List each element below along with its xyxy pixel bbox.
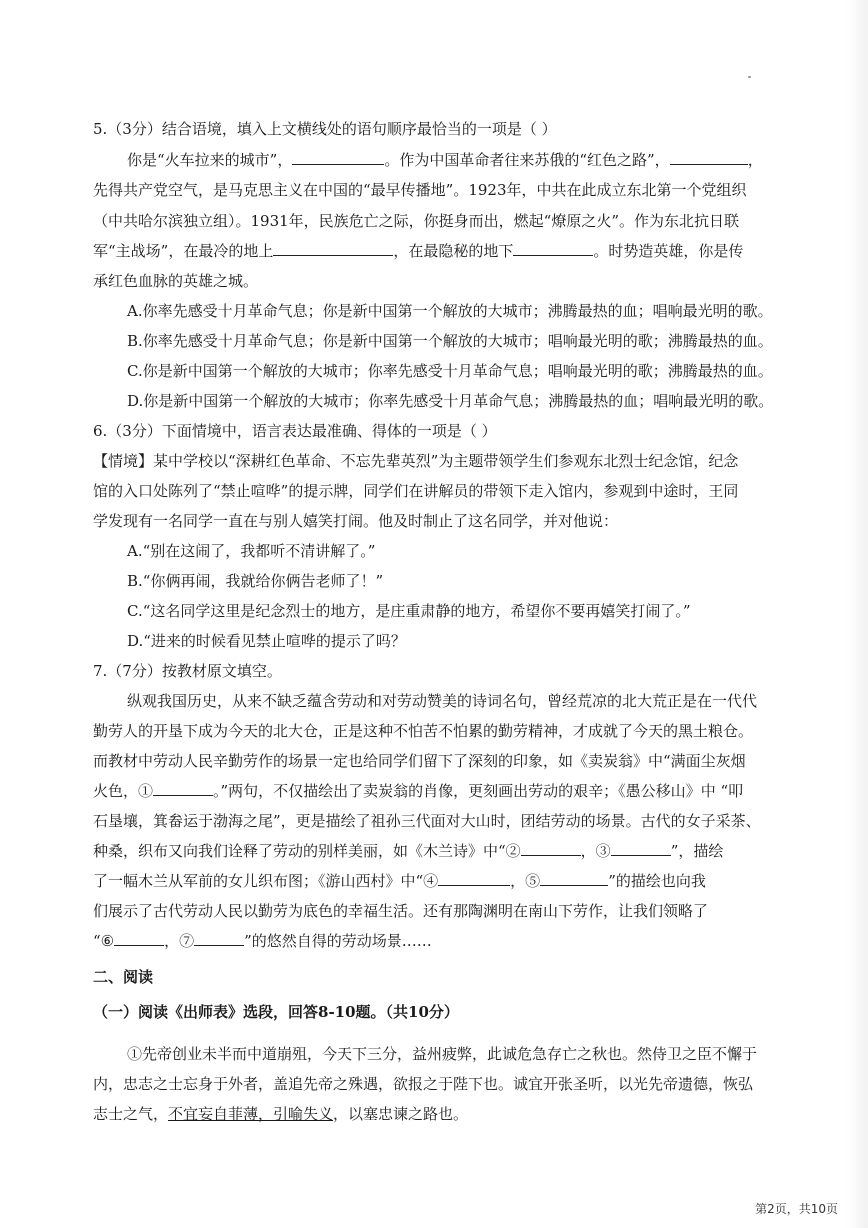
q5-passage-line-1: 你是“火车拉来的城市”， 。作为中国革命者往来苏俄的“红色之路”， ，: [127, 151, 763, 169]
q6-scenario-line-2: 馆的入口处陈列了“禁止喧哗”的提示牌，同学们在讲解员的带领下走入馆内，参观到中途时，王同: [93, 482, 739, 500]
q7-line-1: 纵观我国历史，从来不缺乏蕴含劳动和对劳动赞美的诗词名句，曾经荒凉的北大荒正是在一代代: [127, 692, 758, 710]
q5-passage-line-4: 军“主战场”，在最冷的地上 ，在最隐秘的地下 。时势造英雄，你是传: [93, 242, 744, 260]
q5-option-b: B.你率先感受十月革命气息；你是新中国第一个解放的大城市；唱响最光明的歌；沸腾最热的血。: [127, 332, 773, 350]
reading-line-2: 内，忠志之士忘身于外者，盖追先帝之殊遇，欲报之于陛下也。诚宜开张圣听，以光先帝遗德，恢弘: [93, 1075, 754, 1093]
reading-line-3: 志士之气，不宜妄自菲薄，引喻失义，以塞忠谏之路也。: [93, 1105, 469, 1123]
blank-2: [670, 149, 748, 165]
reading-line-1: ①先帝创业未半而中道崩殂，今天下三分，益州疲弊，此诚危急存亡之秋也。然侍卫之臣不懈于: [127, 1045, 758, 1063]
q5-option-a: A.你率先感受十月革命气息；你是新中国第一个解放的大城市；沸腾最热的血；唱响最光明的歌。: [127, 302, 773, 320]
q7-line-8: 们展示了古代劳动人民以勤劳为底色的幸福生活。还有那陶渊明在南山下劳作，让我们领略了: [93, 902, 709, 920]
q7-line-3: 而教材中劳动人民辛勤劳作的场景一定也给同学们留下了深刻的印象，如《卖炭翁》中“满面尘灰烟: [93, 752, 746, 770]
q5-passage-line-3: （中共哈尔滨独立组）。1931年，民族危亡之际，你挺身而出，燃起“燎原之火”。作为东北抗日联: [93, 212, 740, 230]
q7-heading: 7.（7分）按教材原文填空。: [93, 662, 282, 680]
q6-option-d: D.“进来的时候看见禁止喧哗的提示了吗？: [127, 632, 406, 650]
section-subtitle: （一）阅读《出师表》选段，回答8-10题。（共10分）: [93, 1003, 459, 1021]
q6-heading: 6.（3分）下面情境中，语言表达最准确、得体的一项是（ ）: [93, 422, 497, 440]
page-number: 第2页，共10页: [755, 1202, 838, 1216]
blank-3: [273, 240, 393, 256]
blank-q7-4: [438, 870, 510, 886]
blank-q7-7: [194, 930, 244, 946]
q6-option-b: B.“你俩再闹，我就给你俩告老师了！”: [127, 572, 384, 590]
q7-line-5: 石垦壤，箕畚运于渤海之尾”，更是描绘了祖孙三代面对大山时，团结劳动的场景。古代的女子采茶、: [93, 812, 761, 830]
q6-scenario-line-1: 【情境】某中学校以“深耕红色革命、不忘先辈英烈”为主题带领学生们参观东北烈士纪念馆，纪念: [93, 452, 739, 470]
blank-q7-5: [540, 870, 608, 886]
q6-scenario-line-3: 学发现有一名同学一直在与别人嬉笑打闹。他及时制止了这名同学，并对他说：: [93, 512, 619, 530]
blank-q7-1: [153, 780, 213, 796]
blank-q7-2: [521, 840, 581, 856]
page-edge-shadow: [846, 0, 868, 1228]
underlined-phrase: 不宜妄自菲薄，引喻失义: [168, 1105, 334, 1123]
blank-4: [513, 240, 593, 256]
q5-option-d: D.你是新中国第一个解放的大城市；你率先感受十月革命气息；沸腾最热的血；唱响最光明的歌。: [127, 392, 774, 410]
q7-line-4: 火色，① 。”两句，不仅描绘出了卖炭翁的肖像，更刻画出劳动的艰辛；《愚公移山》中 “叩: [93, 782, 744, 800]
q6-option-c: C.“这名同学这里是纪念烈士的地方，是庄重肃静的地方，希望你不要再嬉笑打闹了。”: [127, 602, 691, 620]
q7-line-6: 种桑，织布又向我们诠释了劳动的别样美丽，如《木兰诗》中“② ，③ ”，描绘: [93, 842, 724, 860]
blank-1: [292, 149, 384, 165]
section-title: 二、阅读: [93, 968, 154, 986]
q5-option-c: C.你是新中国第一个解放的大城市；你率先感受十月革命气息；唱响最光明的歌；沸腾最热的血。: [127, 362, 773, 380]
q5-heading: 5.（3分）结合语境，填入上文横线处的语句顺序最恰当的一项是（ ）: [93, 120, 557, 138]
q5-passage-line-2: 先得共产党空气，是马克思主义在中国的“最早传播地”。1923年，中共在此成立东北第一个党组织: [93, 181, 747, 199]
q5-passage-line-5: 承红色血脉的英雄之城。: [93, 272, 259, 290]
q7-line-9: “⑥ ，⑦ ”的悠然自得的劳动场景……: [93, 932, 432, 950]
q6-option-a: A.“别在这闹了，我都听不清讲解了。”: [127, 542, 376, 560]
scan-speck: [748, 76, 751, 78]
q7-line-2: 勤劳人的开垦下成为今天的北大仓，正是这种不怕苦不怕累的勤劳精神，才成就了今天的黑土粮仓。: [93, 722, 754, 740]
q7-line-7: 了一幅木兰从军前的女儿织布图；《游山西村》中“④ ，⑤ ”的描绘也向我: [93, 872, 706, 890]
blank-q7-6: [114, 930, 164, 946]
blank-q7-3: [611, 840, 671, 856]
